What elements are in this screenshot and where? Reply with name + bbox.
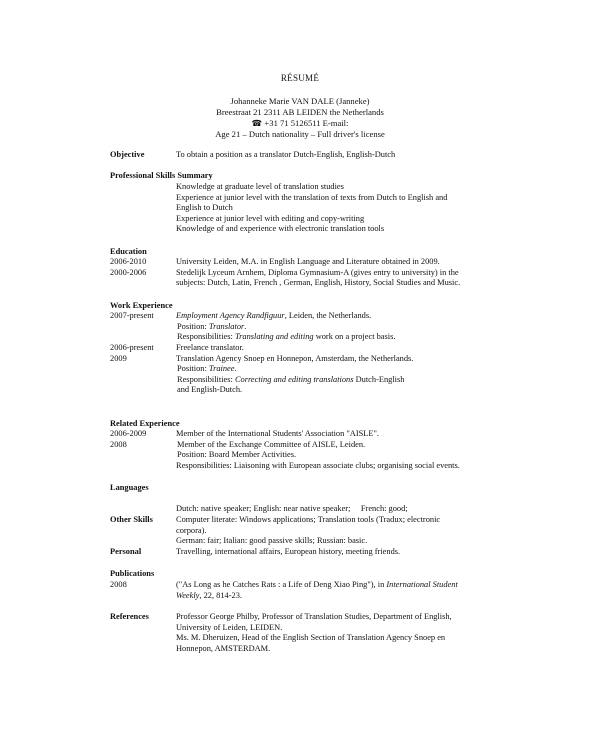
languages-line-2: German: fair; Italian: good passive skills; Russian: basic. <box>176 535 368 545</box>
personal-heading: Personal <box>110 547 142 556</box>
age-nationality: Age 21 – Dutch nationality – Full driver's license <box>215 129 385 139</box>
list-item: Knowledge of and experience with electronic translation tools <box>176 224 385 234</box>
publication-title: ("As Long as he Catches Rats : a Life of Deng Xiao Ping"), in <box>176 580 387 589</box>
company-name: Translation Agency Snoep en Honnepon, Amsterdam, the Netherlands. <box>176 353 414 363</box>
position-value: Translator <box>208 321 245 331</box>
list-item: Ms. M. Dheruizen, Head of the English Section of Translation Agency Snoep en <box>176 633 446 643</box>
publication-pages: , 22, 814-23. <box>199 590 242 600</box>
work-year-1: 2007-present <box>110 311 154 320</box>
languages-heading: Languages <box>110 483 149 492</box>
publications-heading: Publications <box>110 569 155 578</box>
list-item: Responsibilities: Liaisoning with European associate clubs; organising social events. <box>176 460 460 470</box>
resp-label: Responsibilities: <box>177 374 235 384</box>
resp-value: Translating and editing <box>234 332 314 342</box>
work-heading: Work Experience <box>110 301 173 310</box>
skills-list <box>176 182 506 235</box>
resp-value: Correcting and editing translations <box>234 374 354 384</box>
skills-heading: Professional Skills Summary <box>110 171 213 180</box>
company-location: , Leiden, the Netherlands. <box>284 311 372 320</box>
contact-header <box>0 96 600 140</box>
list-item: Experience at junior level with the translation of texts from Dutch to English and <box>176 192 448 202</box>
list-item: Member of the Exchange Committee of AISLE, Leiden. <box>177 439 366 449</box>
company-name: Employment Agency Randfiguur <box>176 311 285 320</box>
education-details <box>176 257 506 289</box>
publication-journal: International Student <box>386 580 458 589</box>
publication-text <box>176 580 506 601</box>
education-years <box>110 257 146 278</box>
work-year-3: 2009 <box>110 353 127 363</box>
related-year-2: 2008 <box>110 439 127 449</box>
resp-label: Responsibilities: <box>177 332 235 342</box>
education-year-1: 2006-2010 <box>110 257 147 266</box>
objective-text: To obtain a position as a translator Dutch-English, English-Dutch <box>176 150 396 159</box>
objective-heading: Objective <box>110 150 145 159</box>
resp-line2: and English-Dutch. <box>177 385 243 395</box>
related-details <box>176 429 506 471</box>
work-entry-2: Freelance translator. <box>176 343 244 352</box>
related-years <box>110 429 146 450</box>
resp-rest: work on a project basis. <box>313 332 396 342</box>
references-heading: References <box>110 612 149 621</box>
publication-year: 2008 <box>110 580 127 589</box>
punct: . <box>234 364 237 374</box>
phone-number: +31 71 5126511 E-mail: <box>264 118 349 128</box>
phone-line <box>0 118 600 129</box>
education-heading: Education <box>110 247 147 256</box>
list-item: Professor George Philby, Professor of Translation Studies, Department of English, <box>176 612 452 621</box>
list-item: Stedelijk Lyceum Arnhem, Diploma Gymnasium-A (gives entry to university) in the <box>176 267 459 277</box>
list-item: English to Dutch <box>176 203 233 213</box>
references-text <box>176 612 506 654</box>
resp-rest: Dutch-English <box>353 374 405 384</box>
position-label: Position: <box>177 321 209 331</box>
list-item: Member of the International Students' Association "AISLE". <box>176 429 380 438</box>
work-entry-3 <box>176 354 506 396</box>
resume-title: RÉSUMÉ <box>280 73 320 83</box>
work-entry-1 <box>176 311 506 343</box>
related-heading: Related Experience <box>110 419 180 428</box>
punct: . <box>244 321 247 331</box>
address: Breestraat 21 2311 AB LEIDEN the Netherlands <box>216 107 384 117</box>
list-item: Knowledge at graduate level of translation studies <box>176 182 344 191</box>
position-label: Position: <box>177 364 209 374</box>
related-year-1: 2006-2009 <box>110 429 147 438</box>
list-item: University Leiden, M.A. in English Language and Literature obtained in 2009. <box>176 257 440 266</box>
work-year-2: 2006-present <box>110 343 154 352</box>
telephone-icon: ☎ <box>251 118 263 128</box>
other-skills-line-2: corpora). <box>176 525 207 535</box>
education-year-2: 2000-2006 <box>110 267 147 277</box>
list-item: Experience at junior level with editing and copy-writing <box>176 213 365 223</box>
other-skills-heading: Other Skills <box>110 515 153 524</box>
languages-line-1: Dutch: native speaker; English: near native speaker; French: good; <box>176 504 408 514</box>
list-item: Honnepon, AMSTERDAM. <box>176 643 271 653</box>
other-skills-text <box>176 515 506 536</box>
list-item: subjects: Dutch, Latin, French , German, English, History, Social Studies and Music. <box>176 278 461 288</box>
position-value: Trainee <box>208 364 235 374</box>
list-item: Position: Board Member Activities. <box>177 450 297 460</box>
other-skills-line-1: Computer literate: Windows applications; Translation tools (Tradux; electronic <box>176 515 441 524</box>
full-name: Johanneke Marie VAN DALE (Janneke) <box>230 96 370 106</box>
personal-text: Travelling, international affairs, European history, meeting friends. <box>176 547 401 556</box>
publication-journal-2: Weekly <box>176 590 200 600</box>
list-item: University of Leiden, LEIDEN. <box>176 622 283 632</box>
